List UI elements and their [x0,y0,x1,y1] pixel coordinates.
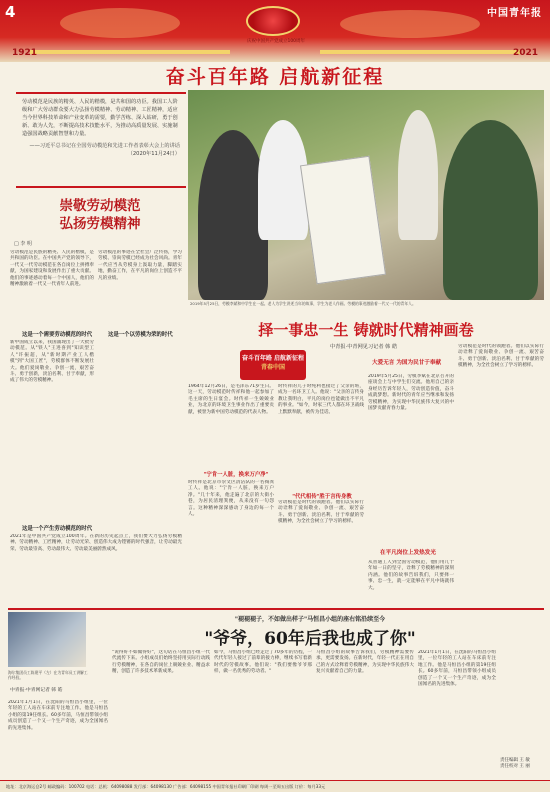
photo-caption: 2019年5月25日，劳模李斌和中学生在一起。老人为学生讲述当年的故事，学生为老人作画。劳模的事迹激励着一代又一代的青年人。 [190,301,416,306]
editor-note: 责任编辑 王 敏 责任校对 王 丽 [500,758,530,769]
year-right: 2021 [512,48,538,58]
quote-source: ——习近平总书记在全国劳动模范和先进工作者表彰大会上的讲话（2020年11月24日） [29,143,180,157]
bottom-deck: "褪褪褪子，不如做出样子"马恒昌小组的座右铭沿续至今 [234,616,386,623]
bottom-col-1: 2021年1月1日，在沈阳的马恒昌小组里，一位年轻的工人站在车床前专注地工作。他是马恒昌小组的第19任组长。60多年前，马恒昌带领小组成员创造了一个又一个生产奇迹，成为全国闻名的先进集体。 [8,700,108,731]
bottom-col-2: "说得好不如做得好"，这句话在马恒昌小组一代代流传下来。小组成员们始终坚持用实际行动践行劳模精神，在各自的岗位上兢兢业业、精益求精，创造了许多技术革新成果。 [112,650,210,675]
quote-text: 劳动模范是民族的精英、人民的楷模，是共和国的功臣。我国工人阶级和广大劳动群众要大力弘扬劳模精神、劳动精神、工匠精神，适应当今世界科技革命和产业变革的需要，勤学苦练、深入钻研，勇于创新、敢为人先，不断提高技术技能水平，为推动高质量发展、实施制造强国战略贡献智慧和力量。 [22,99,178,137]
feature-byline: 中青报·中青网见习记者 韩 皓 [330,344,398,350]
left-para-1: 劳动模范是民族的精英、人民的楷模，是共和国的功臣。在中国共产党的领导下，一代又一代劳动模范在各自岗位上拼搏奉献，为国家建设和发展作出了重大贡献。他们的事迹感动着每一个中国人，他们的精神激励着一代又一代青年人前进。 [10,250,94,288]
left-byline: □ 李 明 [14,241,32,247]
feature-subhead-d: 在平凡岗位上发热发光 [380,550,436,556]
gold-stripe [30,50,230,54]
left-subhead-1: 这是一个需要劳动模范的时代 [22,332,93,338]
feature-col-1: 1964年12月26日，是毛泽东71岁生日。这一天，劳动模范时传祥和他一起参加了毛主席的生日宴会。时传祥一生兢兢业业，为北京的环境卫生事业作出了重要贡献，被誉为新中国劳动模范的代表人物。 [188,384,274,415]
bottom-photo-caption: 海尔集团员工陈建平（左）在为青年员工讲解工作经验。 [8,670,88,680]
bottom-col-5: 2021年1月1日，在沈阳的马恒昌小组里，一位年轻的工人站在车床前专注地工作。他是马恒昌小组的第19任组长。60多年前，马恒昌带领小组成员创造了一个又一个生产奇迹，成为全国闻名的先进集体。 [418,650,496,688]
feature-col-3: 时传祥的儿子时纯利也接过了父亲的班，成为一名环卫工人。他说："父亲的言传身教让我明白，平凡的岗位也能做出不平凡的事业。"如今，时家三代人都在环卫战线上默默奉献，被传为佳话。 [278,384,364,415]
year-left: 1921 [12,48,38,58]
gold-stripe [320,50,520,54]
feature-subhead-c: 大爱无言 为国为民甘于奉献 [372,360,442,366]
masthead-logo: 中国青年报 [487,8,542,19]
bottom-col-3: 如今，马恒昌小组已经走过了70多年的历程，一代代年轻人接过了前辈的接力棒，继续书写着新时代的劳模故事。他们说："我们要像爷爷那样，做一名优秀的劳动者。" [214,650,312,675]
student-figure [258,120,308,240]
emblem-caption: 庆祝中国共产党成立100周年 [246,39,306,44]
page-number: 4 [5,3,16,21]
quote-box [16,92,186,188]
bottom-col-4: 马恒昌小组的故事告诉我们，劳模精神需要传承，更需要发扬。在新时代，年轻一代正在用自己的方式诠释着劳模精神，为实现中华民族伟大复兴贡献着自己的力量。 [316,650,414,675]
feature-subhead-a: "宁肯一人脏，换来万户净" [203,472,269,478]
cloud-decoration [60,8,180,38]
cloud-decoration [340,10,480,38]
section-title: 奋斗百年路 启航新征程 [165,66,385,88]
series-logo [240,350,306,380]
left-subhead-2: 这是一个以劳模为荣的时代 [108,332,173,338]
left-headline-line-1: 崇敬劳动模范 [59,198,141,214]
section-divider [8,608,544,610]
bottom-photo [8,612,86,667]
feature-title: 择一事忠一生 铸就时代精神画卷 [258,321,474,339]
bottom-byline: 中青报·中青网记者 韩 皓 [10,688,63,693]
feature-col-6b: 劳动模范是时代的领跑者。他们以实际行动诠释了爱岗敬业、争创一流、艰苦奋斗、勇于创新、淡泊名利、甘于奉献的劳模精神，为全社会树立了学习的榜样。 [458,344,544,369]
series-logo-line-2: 青春中国 [260,364,285,371]
feature-col-6: 劳动模范是时代的领跑者。他们以实际行动诠释了爱岗敬业、争创一流、艰苦奋斗、勇于创新、淡泊名利、甘于奉献的劳模精神，为全社会树立了学习的榜样。 [278,500,364,525]
left-headline-line-2: 弘扬劳模精神 [59,216,141,232]
left-headline [30,197,170,233]
feature-col-5: 从普通工人到全国劳动模范，他们用几十年如一日的坚守，诠释了劳模精神的深刻内涵。他们的故事告诉我们，只要择一事、忠一生，就一定能够在平凡中铸就伟大。 [368,560,454,591]
elder-figure [398,110,438,240]
left-para-3: 劳动模范的事迹在全社会广泛传扬，学习劳模、崇尚劳模已经成为社会风尚。青年一代应当从劳模身上汲取力量，脚踏实地，勤奋工作，在平凡的岗位上创造不平凡的业绩。 [98,250,182,281]
page-footer: 地址：北京海运仓2号 邮政编码：100702 电话：总机：64098088 发行部：64098130 广告部：64098155 中国青年报社印刷厂印刷 每周一至周五出版 订价：每月33元 [0,780,550,792]
bottom-title: "爷爷，60年后我也成了你" [204,629,416,649]
left-para-2: 新中国成立以来，我国涌现出了一大批劳动模范。从"铁人"王进喜到"知识型工人"许振超，从"新时期产业工人楷模"到"大国工匠"，劳模群体不断发展壮大。他们爱岗敬业、争创一流，艰苦奋斗、勇于创新，淡泊名利、甘于奉献，形成了伟大的劳模精神。 [10,340,94,384]
feature-subhead-b: "代代相传"胜于言传身教 [292,494,352,500]
feature-col-4: 2019年5月25日，劳模李斌在北京召开的座谈会上与中学生们交流。他用自己的亲身经历告诉年轻人，劳动创造价值，奋斗成就梦想。新时代的青年应当继承和发扬劳模精神，为实现中华民族伟大复兴的中国梦贡献青春力量。 [368,374,454,412]
page-banner [0,0,550,62]
feature-col-2: 时传祥是北京市崇文区清洁队的一名掏粪工人。他说："宁肯一人脏，换来万户净。"几十年来，他走遍了北京的大街小巷，为居民清理粪便，从来没有一句怨言。这种精神深深感动了身边的每一个人。 [188,480,274,518]
party-emblem-icon [246,6,300,36]
main-photo [188,90,544,300]
sketch-board [300,156,386,285]
series-logo-line-1: 奋斗百年路 启航新征程 [241,355,305,362]
left-para-4: 2021年是中国共产党成立100周年。在新的历史起点上，我们要大力弘扬劳模精神、劳动精神、工匠精神，让劳动光荣、创造伟大成为铿锵的时代强音，让劳动最光荣、劳动最崇高、劳动最伟大、劳动最美丽蔚然成风。 [10,534,182,552]
left-subhead-3: 这是一个产生劳动模范的时代 [22,526,93,532]
veteran-figure [443,120,538,300]
